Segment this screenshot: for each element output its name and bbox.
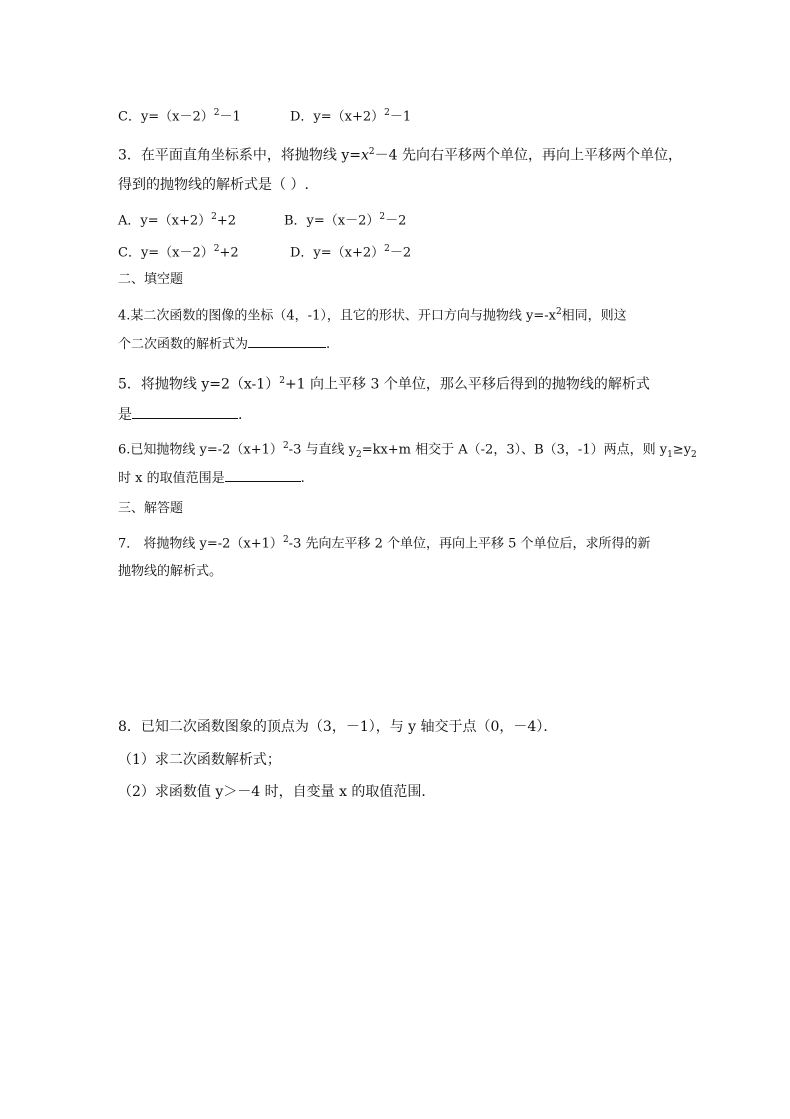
q3-text-a: 3．在平面直角坐标系中，将抛物线 y= <box>118 147 361 164</box>
q7-text-a: 7． 将抛物线 y=-2（x+1） <box>118 536 283 552</box>
subscript: 2 <box>691 449 697 460</box>
q7-text-b: -3 先向左平移 2 个单位，再向上平移 5 个单位后，求所得的新 <box>288 536 651 552</box>
q6-text-a: 6.已知抛物线 y=-2（x+1） <box>118 442 283 458</box>
exponent: 2 <box>379 212 386 222</box>
q2-option-d-tail: －1 <box>389 109 412 125</box>
q8-part2: （2）求函数值 y＞－4 时，自变量 x 的取值范围． <box>118 784 436 800</box>
q2-option-c <box>118 104 241 126</box>
section-fill-in: 二、填空题 <box>118 272 184 287</box>
q3-text-b: －4 先向右平移两个单位，再向上平移两个单位， <box>374 147 682 164</box>
q3-option-c <box>118 240 239 262</box>
exponent: 2 <box>213 244 220 254</box>
q8-part1: （1）求二次函数解析式； <box>118 752 281 768</box>
q3-option-b-text: B．y=（x－2） <box>284 213 380 229</box>
q4-text-c: 个二次函数的解析式为 <box>118 337 249 352</box>
q6-text-f: . <box>300 471 305 486</box>
q4-line1 <box>118 303 627 325</box>
q3-option-b-tail: －2 <box>385 213 407 229</box>
q5-text-d: . <box>238 407 243 423</box>
q2-option-d-text: D．y=（x+2） <box>290 109 385 125</box>
exponent: 2 <box>555 307 562 317</box>
exponent: 2 <box>211 212 217 222</box>
q6-answer-blank[interactable] <box>225 469 301 482</box>
q3-var-x: x <box>361 147 369 164</box>
q5-text-b: +1 向上平移 3 个单位，那么平移后得到的抛物线的解析式 <box>284 376 650 393</box>
exponent: 2 <box>213 108 220 118</box>
q3-option-a-tail: +2 <box>216 213 237 229</box>
q2-option-c-text: C．y=（x－2） <box>118 109 214 125</box>
q3-line2: 得到的抛物线的解析式是（ ）. <box>118 177 309 193</box>
q8-line1: 8．已知二次函数图象的顶点为（3，－1），与 y 轴交于点（0，－4）． <box>118 719 558 735</box>
q4-line2 <box>118 335 330 354</box>
q5-text-c: 是 <box>118 407 132 423</box>
q3-option-c-text: C．y=（x－2） <box>118 245 214 261</box>
q3-option-d-tail: －2 <box>389 245 412 261</box>
subscript: 2 <box>355 449 362 460</box>
q5-answer-blank[interactable] <box>132 406 238 419</box>
q7-line2: 抛物线的解析式。 <box>118 564 223 579</box>
q6-line2 <box>118 469 305 488</box>
q7-line1 <box>118 531 651 553</box>
q2-option-d <box>290 104 411 126</box>
q3-option-b <box>284 208 406 230</box>
exponent: 2 <box>384 108 390 118</box>
q4-answer-blank[interactable] <box>248 335 326 348</box>
q3-option-a-text: A．y=（x+2） <box>118 213 212 229</box>
q3-line1 <box>118 143 682 165</box>
q4-text-b: 相同，则这 <box>561 308 627 324</box>
q3-option-c-tail: +2 <box>219 245 239 261</box>
q4-text-a: 4.某二次函数的图像的坐标（4，-1），且它的形状、开口方向与抛物线 y=-x <box>118 308 556 324</box>
q6-text-b: -3 与直线 y <box>288 442 356 458</box>
exponent: 2 <box>384 244 390 254</box>
q4-text-d: . <box>326 337 331 352</box>
q5-line1 <box>118 372 650 394</box>
q6-text-d: ≥y <box>672 442 692 458</box>
q3-option-d <box>290 240 411 262</box>
subscript: 1 <box>667 449 673 460</box>
section-solve: 三、解答题 <box>118 501 184 516</box>
q3-option-d-text: D．y=（x+2） <box>290 245 385 261</box>
q6-text-e: 时 x 的取值范围是 <box>118 471 225 486</box>
q6-line1 <box>118 437 697 464</box>
exponent: 2 <box>279 376 285 386</box>
exponent: 2 <box>282 441 289 451</box>
q5-line2 <box>118 406 242 424</box>
q5-text-a: 5．将抛物线 y=2（x-1） <box>118 376 280 393</box>
q3-option-a <box>118 208 236 230</box>
q2-option-c-tail: －1 <box>219 109 241 125</box>
exponent: 2 <box>368 147 375 157</box>
exponent: 2 <box>282 535 289 545</box>
q6-text-c: =kx+m 相交于 A（-2，3）、B（3，-1）两点，则 y <box>361 442 668 458</box>
